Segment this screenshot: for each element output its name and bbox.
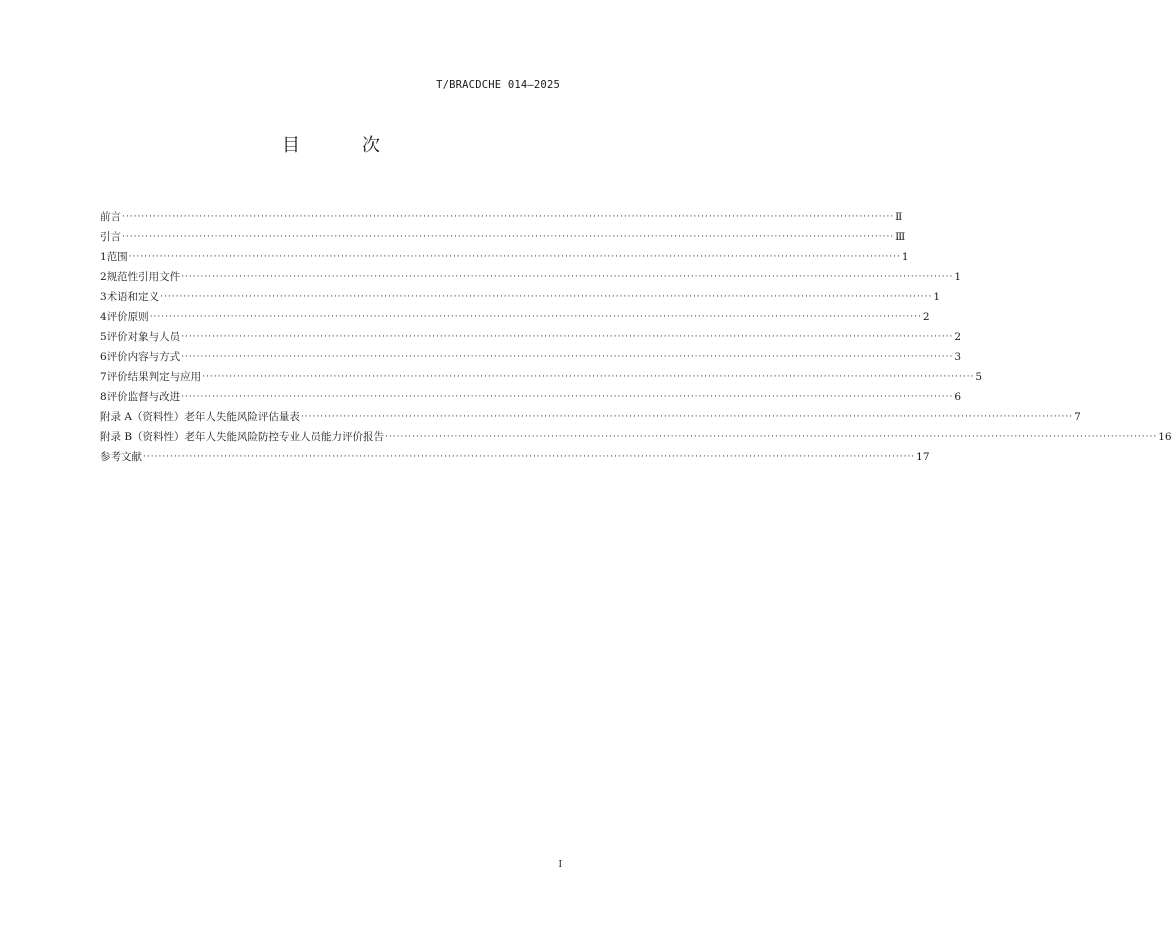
- toc-entry-label: 规范性引用文件: [106, 271, 181, 283]
- toc-entry-label: 评价对象与人员: [106, 331, 181, 343]
- toc-entry-label: 附录 B（资料性）老年人失能风险防控专业人员能力评价报告: [100, 431, 385, 443]
- toc-entry-label: 评价监督与改进: [106, 391, 181, 403]
- toc-entry-page: 6: [954, 391, 962, 403]
- toc-leader-dots: ········································································································································································································: [181, 392, 954, 402]
- toc-entry-page: 17: [916, 451, 930, 463]
- toc-entry-number: 1: [100, 251, 107, 263]
- toc-entry-page: 2: [954, 331, 962, 343]
- toc-entry-label: 范围: [106, 251, 128, 263]
- toc-entry-page: 7: [1074, 411, 1081, 423]
- toc-entry[interactable]: [100, 404, 1081, 424]
- toc-entry-page: 16: [1158, 431, 1172, 443]
- toc-leader-dots: ········································································································································································································: [122, 232, 895, 242]
- toc-entry[interactable]: [100, 204, 903, 224]
- toc-entry-page: 2: [922, 311, 930, 323]
- toc-entry-page: 1: [933, 291, 941, 303]
- toc-leader-dots: ········································································································································································································: [181, 332, 954, 342]
- toc-entry[interactable]: [100, 364, 983, 384]
- page-title: 目 次: [282, 135, 402, 156]
- toc-entry-page: 1: [954, 271, 962, 283]
- toc-entry[interactable]: [100, 244, 909, 264]
- toc-entry-page: 5: [975, 371, 983, 383]
- toc-entry-page: Ⅱ: [895, 211, 903, 223]
- toc-leader-dots: ········································································································································································································: [202, 372, 975, 382]
- toc-leader-dots: ········································································································································································································: [143, 452, 916, 462]
- toc-entry[interactable]: [100, 264, 962, 284]
- toc-entry-number: 6: [100, 351, 107, 363]
- toc-entry[interactable]: [100, 324, 962, 344]
- toc-entry-label: 评价内容与方式: [106, 351, 181, 363]
- toc-entry-label: 评价原则: [106, 311, 149, 323]
- toc-entry[interactable]: [100, 284, 941, 304]
- toc-entry[interactable]: [100, 384, 962, 404]
- toc-entry-page: 1: [901, 251, 909, 263]
- toc-leader-dots: ········································································································································································································: [149, 312, 922, 322]
- document-id: T/BRACDCHE 014—2025: [436, 79, 560, 91]
- toc-entry[interactable]: [100, 424, 1172, 444]
- toc-entry-number: 3: [100, 291, 107, 303]
- toc-leader-dots: ········································································································································································································: [385, 432, 1158, 442]
- toc-entry-label: 附录 A（资料性）老年人失能风险评估量表: [100, 411, 300, 423]
- toc-entry[interactable]: [100, 344, 962, 364]
- toc-entry-label: 术语和定义: [106, 291, 160, 303]
- toc-leader-dots: ········································································································································································································: [181, 272, 954, 282]
- toc-leader-dots: ········································································································································································································: [128, 252, 901, 262]
- toc-entry-number: 7: [100, 371, 107, 383]
- toc-entry[interactable]: [100, 444, 930, 464]
- toc-entry[interactable]: [100, 224, 906, 244]
- toc-leader-dots: ········································································································································································································: [181, 352, 954, 362]
- table-of-contents: [100, 204, 1172, 464]
- toc-entry-number: 5: [100, 331, 107, 343]
- toc-entry-label: 评价结果判定与应用: [106, 371, 202, 383]
- toc-entry-label: 参考文献: [100, 451, 142, 463]
- toc-entry-number: 8: [100, 391, 107, 403]
- toc-leader-dots: ········································································································································································································: [160, 292, 933, 302]
- toc-leader-dots: ········································································································································································································: [300, 412, 1074, 422]
- toc-entry-number: 2: [100, 271, 107, 283]
- toc-entry-label: 前言: [100, 211, 121, 223]
- toc-entry-page: 3: [954, 351, 962, 363]
- toc-entry-number: 4: [100, 311, 107, 323]
- toc-leader-dots: ········································································································································································································: [122, 212, 895, 222]
- page-number: I: [558, 860, 562, 870]
- toc-entry[interactable]: [100, 304, 930, 324]
- toc-entry-label: 引言: [100, 231, 121, 243]
- toc-entry-page: Ⅲ: [895, 231, 906, 243]
